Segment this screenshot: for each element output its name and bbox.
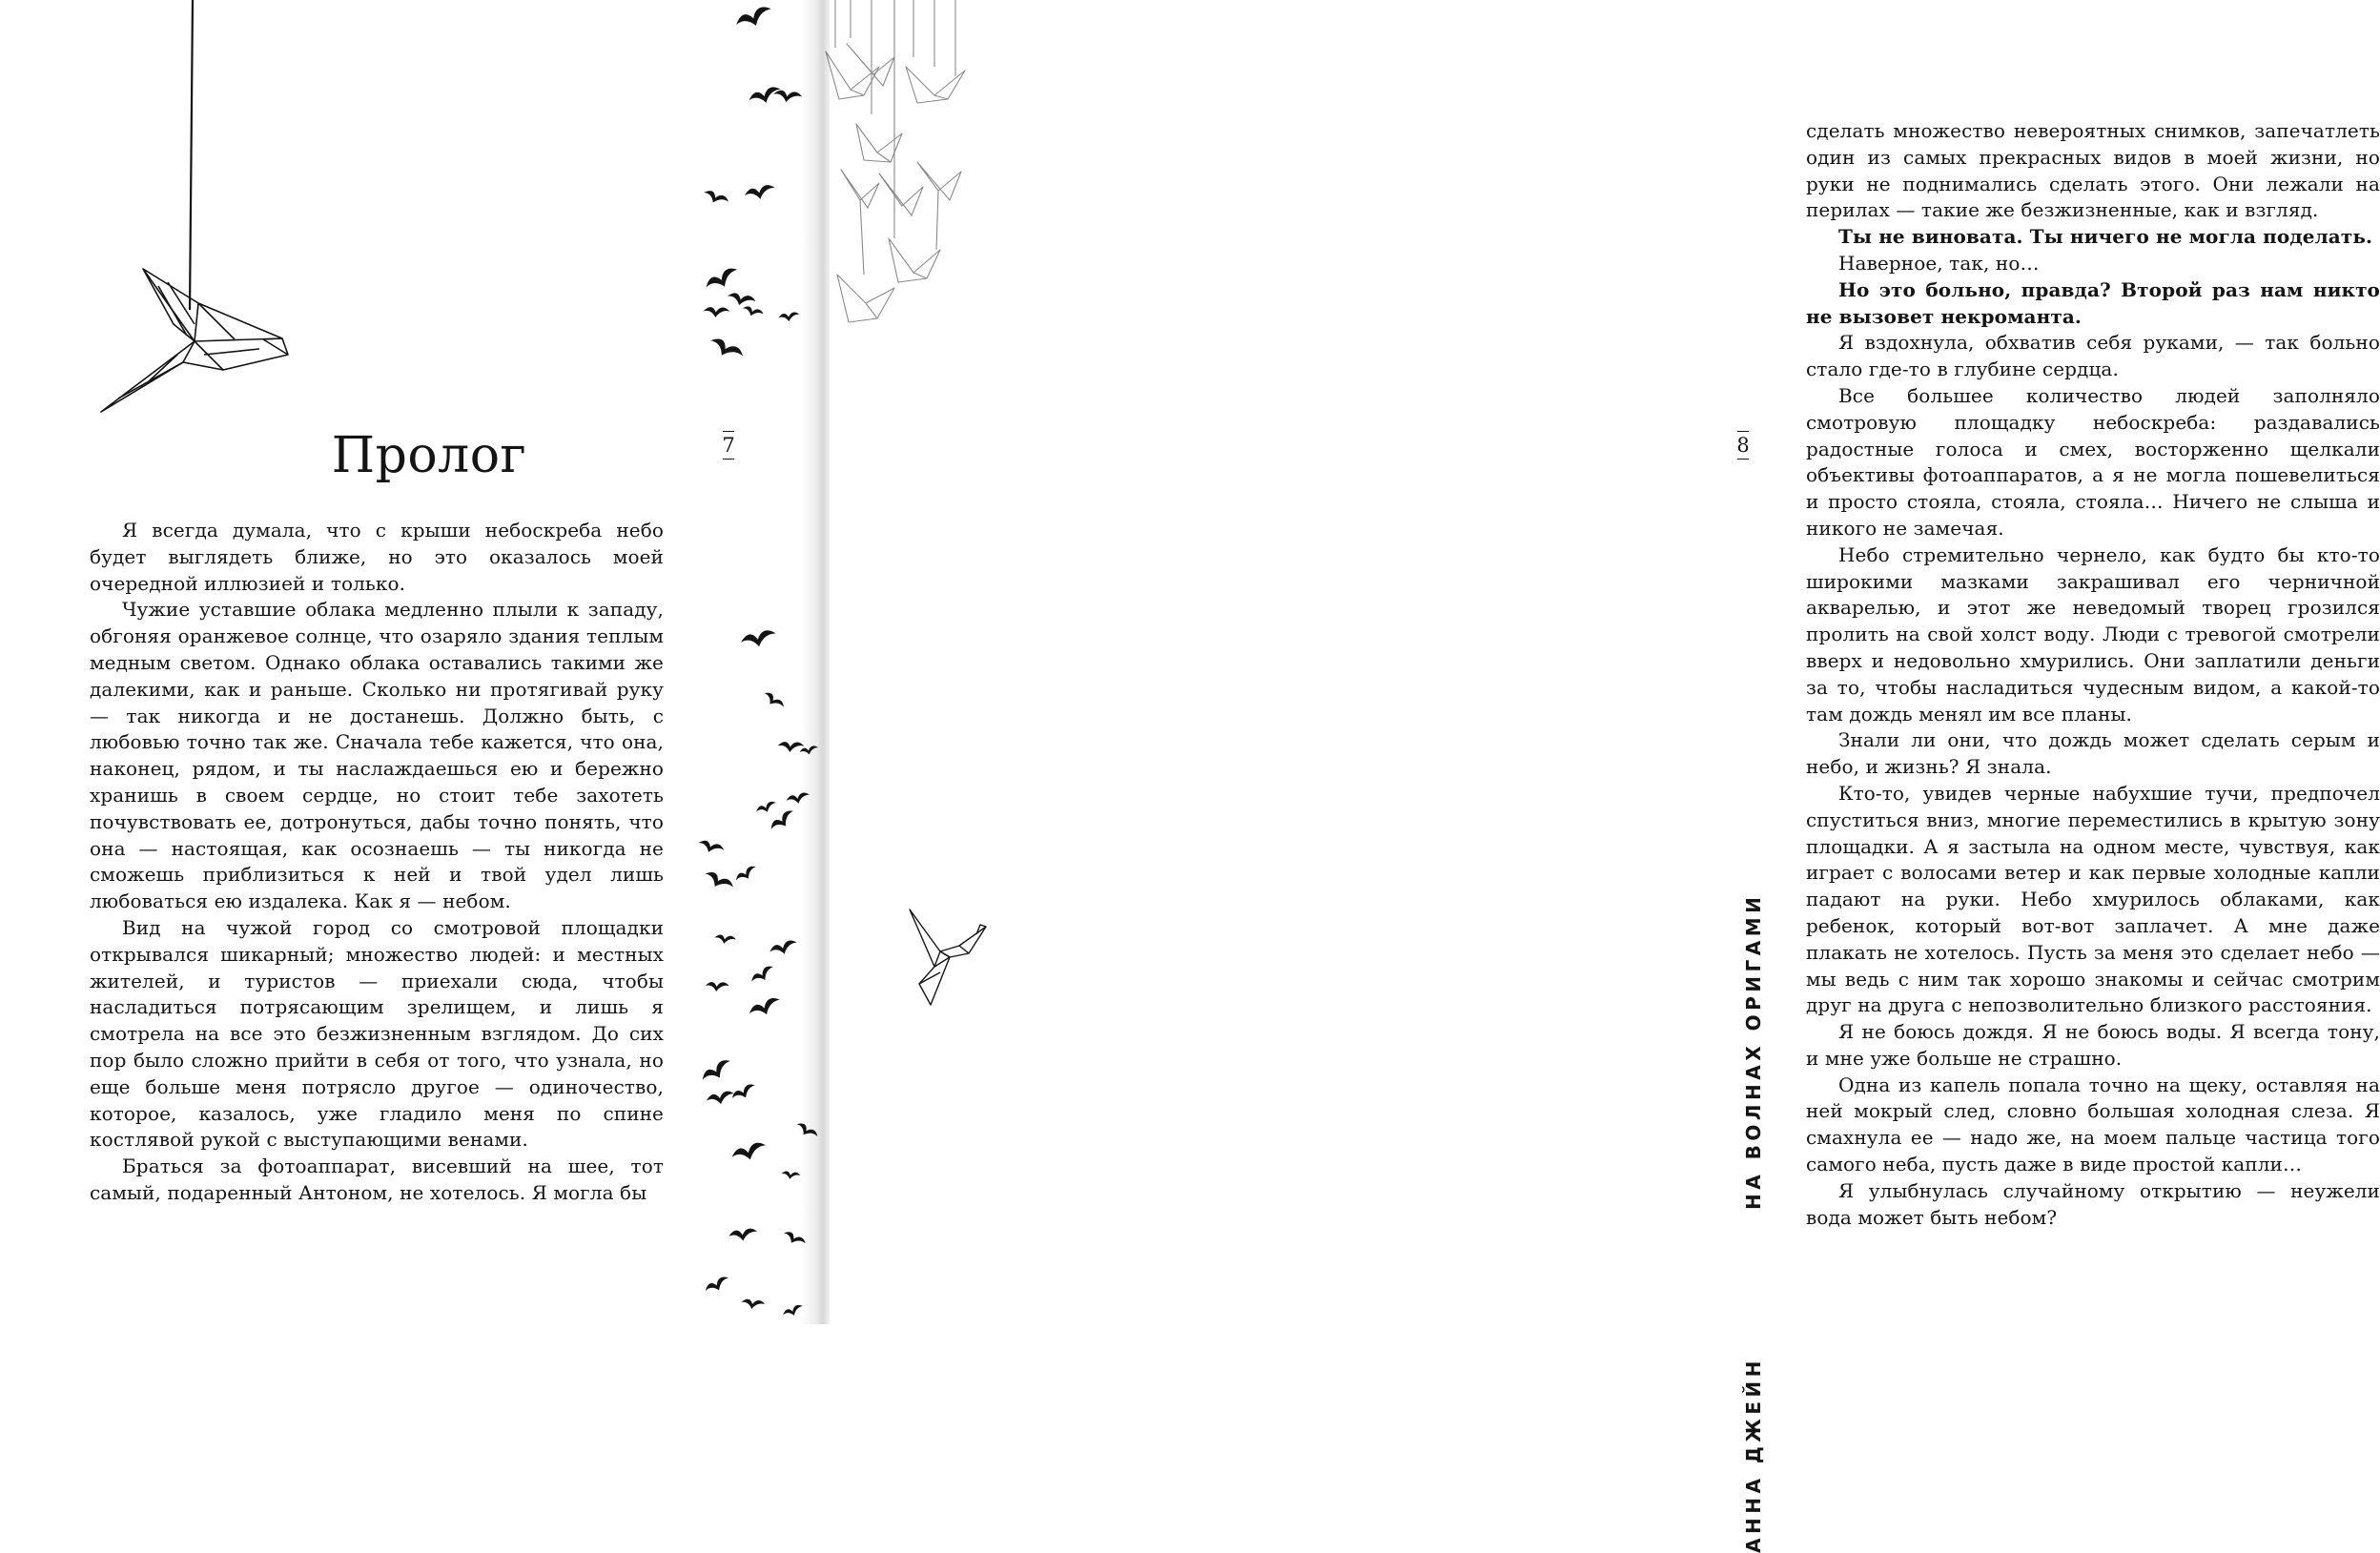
chapter-title: Пролог xyxy=(331,427,527,484)
paragraph: Браться за фотоаппарат, висевший на шее, тот самый, подаренный Антоном, не хотелось. Я могла бы xyxy=(90,1155,664,1204)
inner-voice-paragraph: Ты не виновата. Ты ничего не могла поделать. xyxy=(1838,225,2373,249)
right-page xyxy=(822,0,2380,1553)
running-head-author: АННА ДЖЕЙН xyxy=(1742,1357,1765,1553)
paragraph: Чужие уставшие облака медленно плыли к западу, обгоняя оранжевое солнце, что озаряло здания теплым медным светом. Однако облака оставались такими же далекими, как и раньше. Сколько ни протягивай руку — так никогда и не достанешь. Должно быть, с любовью точно так же. Сначала тебе кажется, что она, наконец, рядом, и ты наслаждаешься ею и бережно хранишь в своем сердце, но стоит тебе захотеть почувствовать ее, дотронуться, дабы точно понять, что она — настоящая, как осознаешь — ты никогда не сможешь приблизиться к ней и твой удел лишь любоваться ею издалека. Как я — небом. xyxy=(90,598,664,913)
paragraph: Одна из капель попала точно на щеку, оставляя на ней мокрый след, словно большая холодная слеза. Я смахнула ее — надо же, на моем пальце частица того самого неба, пусть даже в виде простой капли… xyxy=(1806,1073,2380,1176)
paragraph: Небо стремительно чернело, как будто бы кто-то широкими мазками закрашивал его черничной акварелью, и этот же неведомый творец грозился пролить на свой холст воду. Люди с тревогой смотрели вверх и недовольно хмурились. Они заплатили деньги за то, чтобы насладиться чудесным видом, а какой-то там дождь менял им все планы. xyxy=(1806,542,2380,725)
right-page-text xyxy=(1806,118,2380,1231)
hanging-paper-crane-icon xyxy=(92,0,301,419)
page-number: 8 xyxy=(1732,431,1754,460)
paragraph: Я вздохнула, обхватив себя руками, — так больно стало где-то в глубине сердца. xyxy=(1806,331,2380,381)
paper-crane-icon xyxy=(902,906,994,1011)
left-page-text xyxy=(90,518,664,1207)
paragraph: Я улыбнулась случайному открытию — неужели вода может быть небом? xyxy=(1806,1178,2380,1229)
paragraph: Я всегда думала, что с крыши небоскреба небо будет выглядеть ближе, но это оказалось моей очередной иллюзией и только. xyxy=(90,519,664,595)
paragraph: Наверное, так, но… xyxy=(1838,251,2040,275)
running-head-book-title: НА ВОЛНАХ ОРИГАМИ xyxy=(1742,892,1765,1210)
paragraph: сделать множество невероятных снимков, запечатлеть один из самых прекрасных видов в моей жизни, но руки не поднимались сделать этого. Они лежали на перилах — такие же безжизненные, как и взгляд. xyxy=(1806,119,2380,222)
paragraph: Вид на чужой город со смотровой площадки открывался шикарный; множество людей: и местных жителей, и туристов — приехали сюда, чтобы насладиться потрясающим зрелищем, и лишь я смотрела на все это безжизненным взглядом. До сих пор было сложно прийти в себя от того, что узнала, но еще больше меня потрясло другое — одиночество, которое, казалось, уже гладило меня по спине костлявой рукой с выступающими венами. xyxy=(90,915,664,1152)
hanging-paper-cranes-icon xyxy=(822,0,975,362)
paragraph: Знали ли они, что дождь может сделать серым и небо, и жизнь? Я знала. xyxy=(1806,728,2380,779)
page-number: 7 xyxy=(717,431,740,460)
flying-birds-icon xyxy=(687,0,822,1324)
inner-voice-paragraph: Но это больно, правда? Второй раз нам никто не вызовет некроманта. xyxy=(1806,277,2380,328)
paragraph: Кто-то, увидев черные набухшие тучи, предпочел спуститься вниз, многие переместились в крытую зону площадки. А я застыла на одном месте, чувствуя, как играет с волосами ветер и как первые холодные капли падают на руки. Небо хмурилось облаками, как ребенок, который вот-вот заплачет. А мне даже плакать не хотелось. Пусть за меня это сделает небо — мы ведь с ним так хорошо знакомы и сейчас смотрим друг на друга с непозволительно близкого расстояния. xyxy=(1806,781,2380,1017)
left-page xyxy=(0,0,822,1324)
paragraph: Я не боюсь дождя. Я не боюсь воды. Я всегда тону, и мне уже больше не страшно. xyxy=(1806,1020,2380,1070)
paragraph: Все большее количество людей заполняло смотровую площадку небоскреба: раздавались радостные голоса и смех, восторженно щелкали объективы фотоаппаратов, а я не могла пошевелиться и просто стояла, стояла, стояла… Ничего не слыша и никого не замечая. xyxy=(1806,383,2380,540)
